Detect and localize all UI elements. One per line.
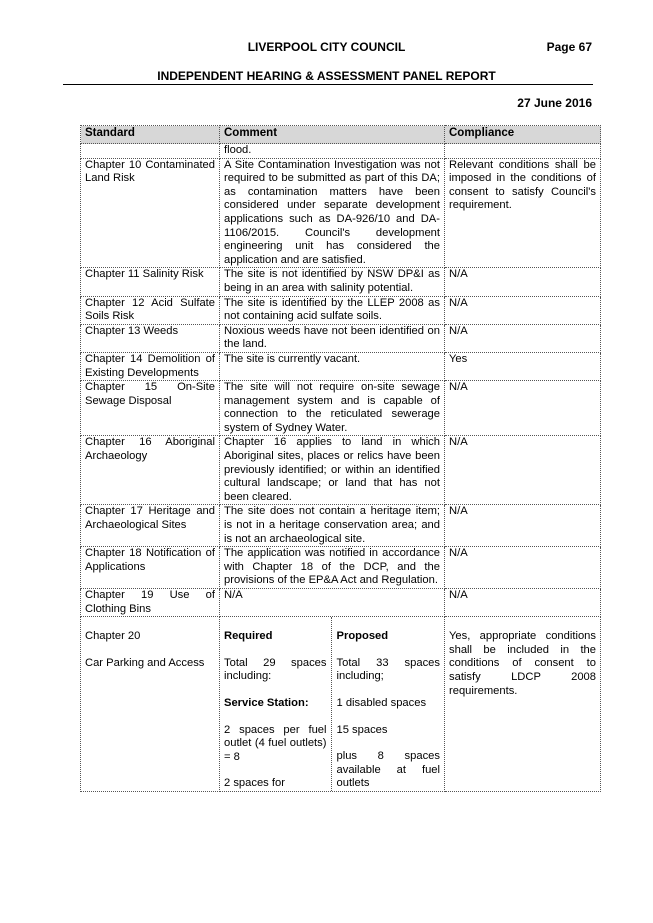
council-name: LIVERPOOL CITY COUNCIL: [247, 40, 406, 54]
required-heading: Required: [224, 630, 273, 643]
required-fuel-outlets: 2 spaces per fuel outlet (4 fuel outlets) = 8: [224, 723, 327, 763]
table-row: [81, 547, 601, 589]
table-row: [81, 505, 601, 547]
parking-requirements-table: [220, 617, 444, 791]
cell-compliance: N/A: [445, 324, 601, 352]
cell-compliance: N/A: [445, 296, 601, 324]
cell-comment: The site does not contain a heritage item; is not in a heritage conservation area; and is not an archaeological site.: [220, 505, 445, 547]
cell-compliance: Relevant conditions shall be imposed in the conditions of consent to satisfy Council's requirement.: [445, 158, 601, 268]
proposed-total: Total 33 spaces including;: [336, 656, 440, 683]
cell-comment: The application was notified in accordance with Chapter 18 of the DCP, and the provisions of the EP&A Act and Regulation.: [220, 547, 445, 589]
cell-standard: Chapter 15 On-Site Sewage Disposal: [81, 381, 220, 436]
table-row: [81, 268, 601, 296]
column-header-standard: Standard: [81, 126, 220, 144]
compliance-table: [80, 125, 601, 792]
table-row: [81, 436, 601, 505]
cell-comment: flood.: [220, 144, 445, 159]
proposed-heading: Proposed: [336, 630, 389, 643]
cell-standard: Chapter 11 Salinity Risk: [81, 268, 220, 296]
cell-standard: Chapter 16 Aboriginal Archaeology: [81, 436, 220, 505]
table-header-row: [81, 126, 601, 144]
cell-standard: Chapter 14 Demolition of Existing Developments: [81, 352, 220, 380]
cell-standard: Chapter 12 Acid Sulfate Soils Risk: [81, 296, 220, 324]
cell-comment: A Site Contamination Investigation was not required to be submitted as part of this DA; as contamination matters have been considered under separate development applications such as DA-926/10 and DA-1106/2015. Council's development engineering unit has considered the application and are satisfied.: [220, 158, 445, 268]
cell-standard: Chapter 17 Heritage and Archaeological Sites: [81, 505, 220, 547]
cell-compliance: N/A: [445, 505, 601, 547]
cell-standard: Chapter 10 Contaminated Land Risk: [81, 158, 220, 268]
service-station-label: Service Station:: [224, 696, 309, 709]
cell-standard: Chapter 18 Notification of Applications: [81, 547, 220, 589]
cell-comment: The site is currently vacant.: [220, 352, 445, 380]
required-two-spaces: 2 spaces for: [224, 777, 285, 790]
page-number: Page 67: [546, 40, 592, 54]
cell-standard: [81, 144, 220, 159]
proposed-plus: plus 8 spaces available at fuel outlets: [336, 750, 440, 790]
table-row: [81, 296, 601, 324]
proposed-disabled: 1 disabled spaces: [336, 696, 427, 709]
table-row: [81, 158, 601, 268]
cell-compliance: N/A: [445, 589, 601, 617]
parking-title: Car Parking and Access: [85, 656, 205, 669]
table-row: [81, 324, 601, 352]
report-date: 27 June 2016: [517, 96, 592, 110]
cell-comment: Chapter 16 applies to land in which Aboriginal sites, places or relics have been previously identified; or within an identified cultural landscape; or land that has not been cleared.: [220, 436, 445, 505]
cell-comment: N/A: [220, 589, 445, 617]
table-row: [81, 589, 601, 617]
cell-compliance: N/A: [445, 436, 601, 505]
cell-comment: Noxious weeds have not been identified on the land.: [220, 324, 445, 352]
column-header-comment: Comment: [220, 126, 445, 144]
report-title: INDEPENDENT HEARING & ASSESSMENT PANEL REPORT: [157, 69, 496, 83]
table-row: [81, 144, 601, 159]
cell-comment: The site is not identified by NSW DP&I as being in an area with salinity potential.: [220, 268, 445, 296]
column-header-compliance: Compliance: [445, 126, 601, 144]
cell-compliance: N/A: [445, 547, 601, 589]
header-rule: [63, 84, 593, 85]
proposed-spaces: 15 spaces: [336, 723, 388, 736]
cell-comment: The site is identified by the LLEP 2008 as not containing acid sulfate soils.: [220, 296, 445, 324]
table-row: [81, 352, 601, 380]
cell-standard: Chapter 13 Weeds: [81, 324, 220, 352]
cell-comment: The site will not require on-site sewage management system and is capable of connection to the reticulated sewerage system of Sydney Water.: [220, 381, 445, 436]
parking-chapter: Chapter 20: [85, 630, 141, 643]
parking-compliance: Yes, appropriate conditions shall be included in the conditions of consent to satisfy LDCP 2008 requirements.: [445, 617, 601, 792]
cell-standard: Chapter 19 Use of Clothing Bins: [81, 589, 220, 617]
table-row-chapter-20: [81, 617, 601, 792]
table-row: [81, 381, 601, 436]
cell-compliance: [445, 144, 601, 159]
required-total: Total 29 spaces including:: [224, 656, 327, 683]
cell-compliance: N/A: [445, 268, 601, 296]
cell-compliance: N/A: [445, 381, 601, 436]
cell-compliance: Yes: [445, 352, 601, 380]
